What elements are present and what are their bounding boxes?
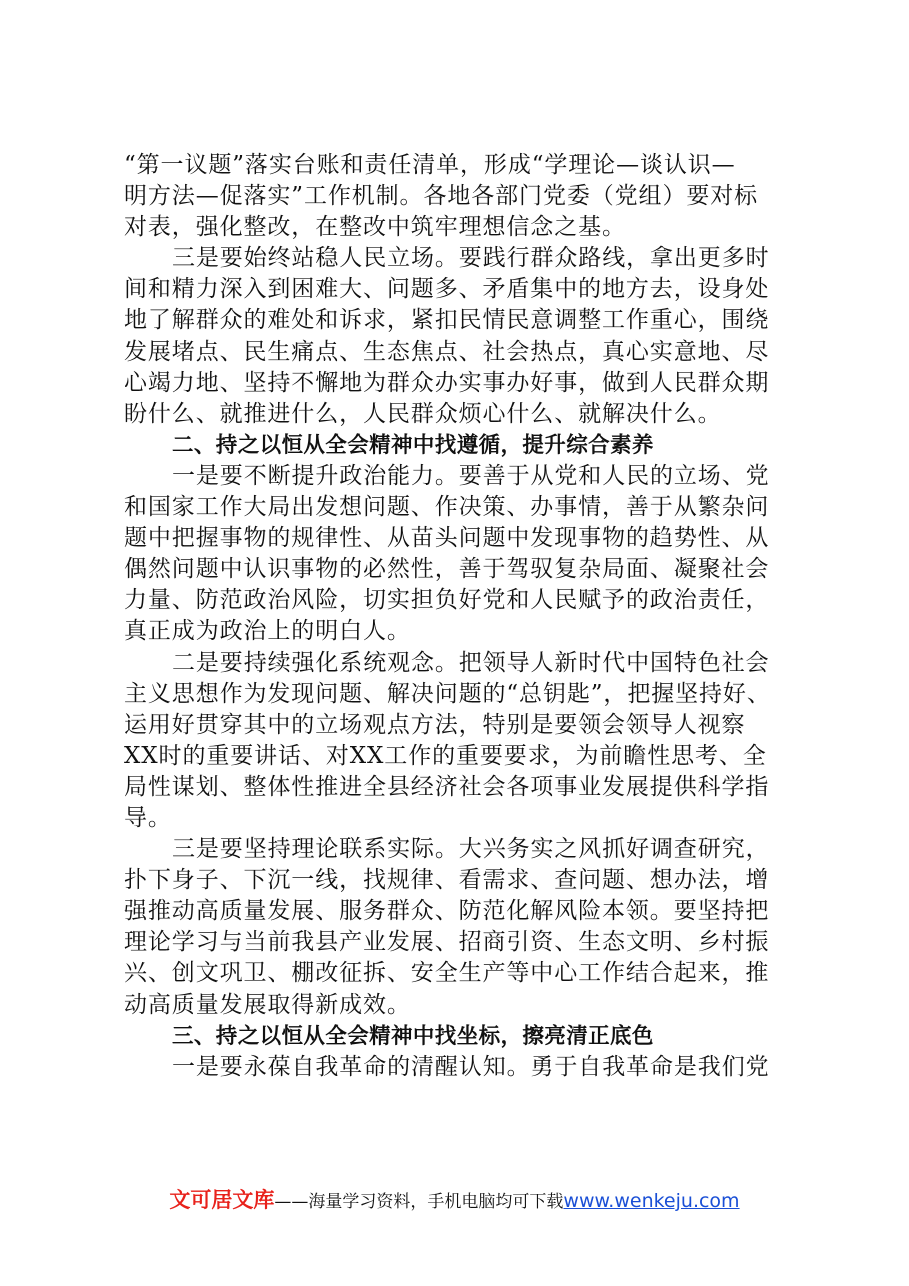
paragraph-line: 力量、防范政治风险，切实担负好党和人民赋予的政治责任， — [124, 587, 770, 614]
paragraph-line: 二是要持续强化系统观念。把领导人新时代中国特色社会 — [172, 649, 770, 676]
paragraph-line: 运用好贯穿其中的立场观点方法，特别是要领会领导人视察 — [124, 711, 746, 738]
footer-link[interactable]: www.wenkeju.com — [563, 1190, 740, 1212]
paragraph-line: 真正成为政治上的明白人。 — [124, 618, 411, 645]
paragraph-line: 主义思想作为发现问题、解决问题的“总钥匙”，把握坚持好、 — [124, 680, 771, 707]
paragraph-line: 局性谋划、整体性推进全县经济社会各项事业发展提供科学指 — [124, 773, 770, 800]
paragraph-line: “第一议题”落实台账和责任清单，形成“学理论—谈认识— — [124, 152, 736, 178]
paragraph-line: 和国家工作大局出发想问题、作决策、办事情，善于从繁杂问 — [124, 494, 770, 521]
paragraph-line: 一是要不断提升政治能力。要善于从党和人民的立场、党 — [172, 462, 770, 489]
document-body — [124, 150, 796, 1083]
paragraph-line: 发展堵点、民生痛点、生态焦点、社会热点，真心实意地、尽 — [124, 338, 770, 365]
footer-tagline: ——海量学习资料，手机电脑均可下载 — [274, 1192, 564, 1212]
footer-banner — [0, 1184, 909, 1214]
paragraph-line: 间和精力深入到困难大、问题多、矛盾集中的地方去，设身处 — [124, 276, 770, 303]
paragraph-line: 三是要坚持理论联系实际。大兴务实之风抓好调查研究， — [172, 836, 770, 863]
paragraph-line: 动高质量发展取得新成效。 — [124, 991, 411, 1018]
section-heading: 三、持之以恒从全会精神中找坐标，擦亮清正底色 — [172, 1023, 654, 1049]
section-heading: 二、持之以恒从全会精神中找遵循，提升综合素养 — [172, 432, 654, 458]
paragraph-line: 心竭力地、坚持不懈地为群众办实事办好事，做到人民群众期 — [124, 369, 770, 396]
paragraph-line: 盼什么、就推进什么，人民群众烦心什么、就解决什么。 — [124, 400, 722, 427]
paragraph-line: 题中把握事物的规律性、从苗头问题中发现事物的趋势性、从 — [124, 525, 770, 552]
paragraph-line: 兴、创文巩卫、棚改征拆、安全生产等中心工作结合起来，推 — [124, 960, 770, 987]
paragraph-line: XX时的重要讲话、对XX工作的重要要求，为前瞻性思考、全 — [124, 742, 767, 769]
paragraph-line: 对表，强化整改，在整改中筑牢理想信念之基。 — [124, 214, 626, 241]
paragraph-line: 地了解群众的难处和诉求，紧扣民情民意调整工作重心，围绕 — [124, 307, 770, 334]
paragraph-line: 强推动高质量发展、服务群众、防范化解风险本领。要坚持把 — [124, 898, 770, 925]
paragraph-line: 扑下身子、下沉一线，找规律、看需求、查问题、想办法，增 — [124, 867, 770, 894]
paragraph-line: 偶然问题中认识事物的必然性，善于驾驭复杂局面、凝聚社会 — [124, 556, 770, 583]
paragraph-line: 三是要始终站稳人民立场。要践行群众路线，拿出更多时 — [172, 245, 770, 272]
paragraph-line: 导。 — [124, 804, 172, 831]
footer-brand: 文可居文库 — [169, 1188, 275, 1212]
paragraph-line: 理论学习与当前我县产业发展、招商引资、生态文明、乡村振 — [124, 929, 770, 956]
paragraph-line: 明方法—促落实”工作机制。各地各部门党委（党组）要对标 — [124, 183, 759, 210]
paragraph-line: 一是要永葆自我革命的清醒认知。勇于自我革命是我们党 — [172, 1053, 770, 1080]
